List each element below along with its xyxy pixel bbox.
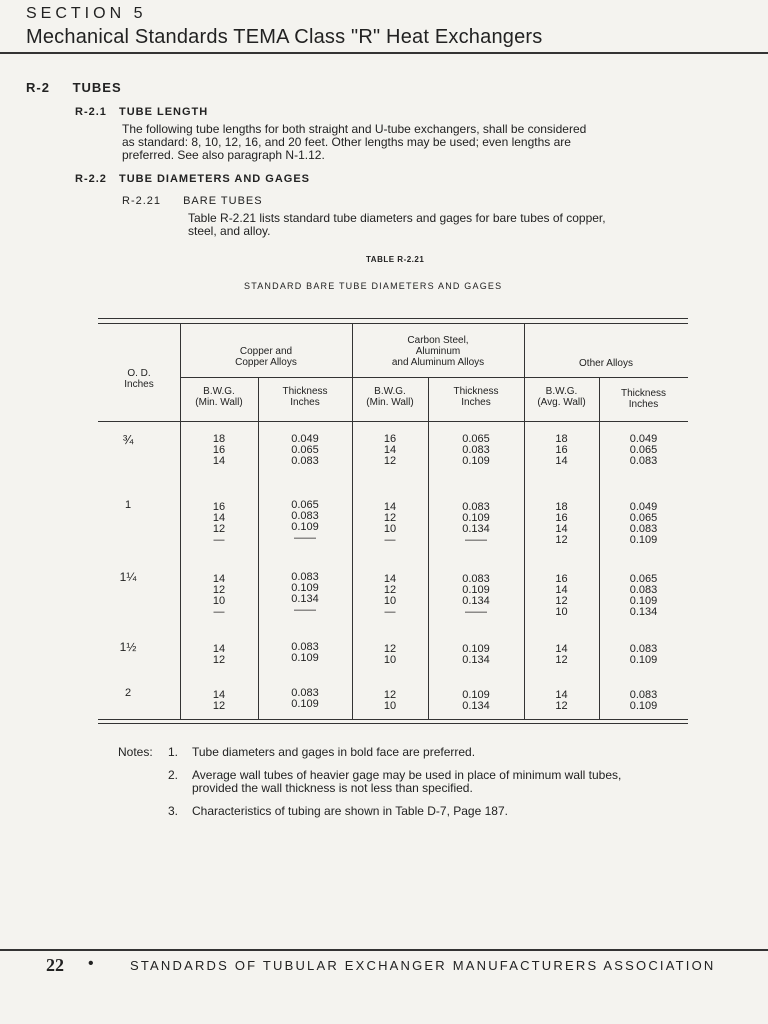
subheader-thickness: Thickness Inches bbox=[282, 386, 328, 408]
notes-label: Notes: bbox=[118, 745, 153, 759]
heading-r2-title: TUBES bbox=[72, 80, 122, 95]
subheader-bwg: B.W.G. (Min. Wall) bbox=[195, 386, 243, 408]
table-cell: 14 12 10 — bbox=[212, 573, 226, 618]
note-number: 3. bbox=[168, 804, 179, 818]
table-rule bbox=[180, 377, 688, 378]
heading-r22 bbox=[75, 173, 310, 185]
footer-text: STANDARDS OF TUBULAR EXCHANGER MANUFACTURERS ASSOCIATION bbox=[130, 958, 716, 973]
table-cell: 14 12 bbox=[555, 689, 568, 712]
heading-r21-number: R-2.1 bbox=[75, 106, 107, 118]
od-value: ¾ bbox=[122, 432, 134, 447]
table-cell: 0.083 0.109 0.134 —— bbox=[462, 573, 490, 618]
od-value: 1¼ bbox=[119, 570, 137, 584]
table-cell: 0.049 0.065 0.083 0.109 bbox=[629, 501, 658, 546]
table-cell: 0.083 0.109 0.134 —— bbox=[462, 501, 490, 546]
table-cell: 0.083 0.109 bbox=[629, 643, 658, 666]
table-cell: 14 12 bbox=[555, 643, 568, 666]
table-rule bbox=[98, 723, 688, 724]
table-cell: 16 14 12 bbox=[383, 433, 397, 467]
note-line: Tube diameters and gages in bold face are preferred. bbox=[192, 745, 476, 759]
table-cell: 12 10 bbox=[383, 643, 397, 666]
subheader-thickness: Thickness Inches bbox=[620, 388, 666, 410]
table-cell: 16 14 12 10 bbox=[555, 573, 568, 618]
header-rule bbox=[0, 52, 768, 54]
table-cell: 0.065 0.083 0.109 —— bbox=[291, 499, 319, 544]
table-cell: 0.065 0.083 0.109 bbox=[462, 433, 490, 467]
table-cell: 18 16 14 bbox=[555, 433, 568, 467]
table-cell: 14 12 bbox=[212, 689, 226, 712]
table-cell: 18 16 14 12 bbox=[555, 501, 568, 546]
od-value: 1 bbox=[124, 499, 132, 511]
table-rule bbox=[98, 318, 688, 319]
heading-r22-title: TUBE DIAMETERS AND GAGES bbox=[118, 173, 311, 185]
heading-r21-title: TUBE LENGTH bbox=[118, 106, 209, 118]
table-cell: 0.049 0.065 0.083 bbox=[629, 433, 658, 467]
table-cell: 14 12 10 — bbox=[383, 573, 397, 618]
table-cell: 0.065 0.083 0.109 0.134 bbox=[629, 573, 658, 618]
r21-paragraph bbox=[122, 123, 586, 162]
note-number: 2. bbox=[168, 768, 179, 782]
table-rule bbox=[98, 323, 688, 324]
r221-line: Table R-2.21 lists standard tube diameters and gages for bare tubes of copper, bbox=[188, 211, 606, 225]
table-cell: 18 16 14 bbox=[212, 433, 226, 467]
table-rule bbox=[98, 719, 688, 720]
subheader-bwg: B.W.G. (Min. Wall) bbox=[366, 386, 414, 408]
heading-r221-title: BARE TUBES bbox=[183, 195, 263, 207]
note-line: Average wall tubes of heavier gage may be used in place of minimum wall tubes, bbox=[192, 768, 622, 782]
od-value: 1½ bbox=[119, 640, 137, 654]
table-cell: 0.083 0.109 0.134 —— bbox=[291, 571, 319, 616]
heading-r2 bbox=[26, 80, 122, 95]
footer-rule bbox=[0, 949, 768, 951]
page-number: 22 bbox=[46, 955, 64, 975]
note-text bbox=[192, 746, 475, 759]
table-cell: 16 14 12 — bbox=[212, 501, 226, 546]
r21-line: preferred. See also paragraph N-1.12. bbox=[122, 148, 325, 162]
table-cell: 0.109 0.134 bbox=[462, 689, 490, 712]
note-line: provided the wall thickness is not less than specified. bbox=[192, 781, 473, 795]
tube-table bbox=[98, 318, 688, 724]
r21-line: The following tube lengths for both straight and U-tube exchangers, shall be considered bbox=[122, 122, 587, 136]
subheader-thickness: Thickness Inches bbox=[453, 386, 499, 408]
r221-paragraph bbox=[188, 212, 606, 238]
group-header-carbon-steel: Carbon Steel, Aluminum and Aluminum Alloys bbox=[391, 335, 485, 368]
heading-r221 bbox=[122, 195, 263, 207]
table-cell: 0.083 0.109 bbox=[291, 687, 319, 710]
r21-line: as standard: 8, 10, 12, 16, and 20 feet. Other lengths may be used; even lengths are bbox=[122, 135, 571, 149]
od-header: O. D. Inches bbox=[124, 368, 154, 390]
table-cell: 0.109 0.134 bbox=[462, 643, 490, 666]
table-cell: 0.083 0.109 bbox=[291, 641, 319, 664]
note-text bbox=[192, 805, 508, 818]
group-header-other-alloys: Other Alloys bbox=[579, 358, 633, 369]
note-number: 1. bbox=[168, 745, 179, 759]
section-label: SECTION 5 bbox=[26, 5, 147, 22]
note-text bbox=[192, 769, 621, 795]
group-header-copper: Copper and Copper Alloys bbox=[235, 346, 297, 368]
heading-r21 bbox=[75, 106, 208, 118]
page-title: Mechanical Standards TEMA Class "R" Heat Exchangers bbox=[26, 26, 543, 48]
table-cell: 14 12 10 — bbox=[383, 501, 397, 546]
r221-line: steel, and alloy. bbox=[188, 224, 271, 238]
heading-r22-number: R-2.2 bbox=[75, 173, 107, 185]
table-rule bbox=[599, 377, 600, 719]
table-caption: TABLE R-2.21 bbox=[366, 255, 425, 264]
table-title: STANDARD BARE TUBE DIAMETERS AND GAGES bbox=[244, 281, 503, 291]
table-cell: 14 12 bbox=[212, 643, 226, 666]
od-value: 2 bbox=[124, 687, 132, 699]
note-line: Characteristics of tubing are shown in Table D-7, Page 187. bbox=[192, 804, 508, 818]
table-cell: 12 10 bbox=[383, 689, 397, 712]
table-cell: 0.049 0.065 0.083 bbox=[291, 433, 319, 467]
heading-r2-number: R-2 bbox=[26, 80, 50, 95]
table-rule bbox=[258, 377, 259, 719]
subheader-bwg: B.W.G. (Avg. Wall) bbox=[537, 386, 586, 408]
heading-r221-number: R-2.21 bbox=[122, 195, 162, 207]
table-cell: 0.083 0.109 bbox=[629, 689, 658, 712]
table-rule bbox=[428, 377, 429, 719]
footer-bullet: • bbox=[88, 955, 94, 972]
